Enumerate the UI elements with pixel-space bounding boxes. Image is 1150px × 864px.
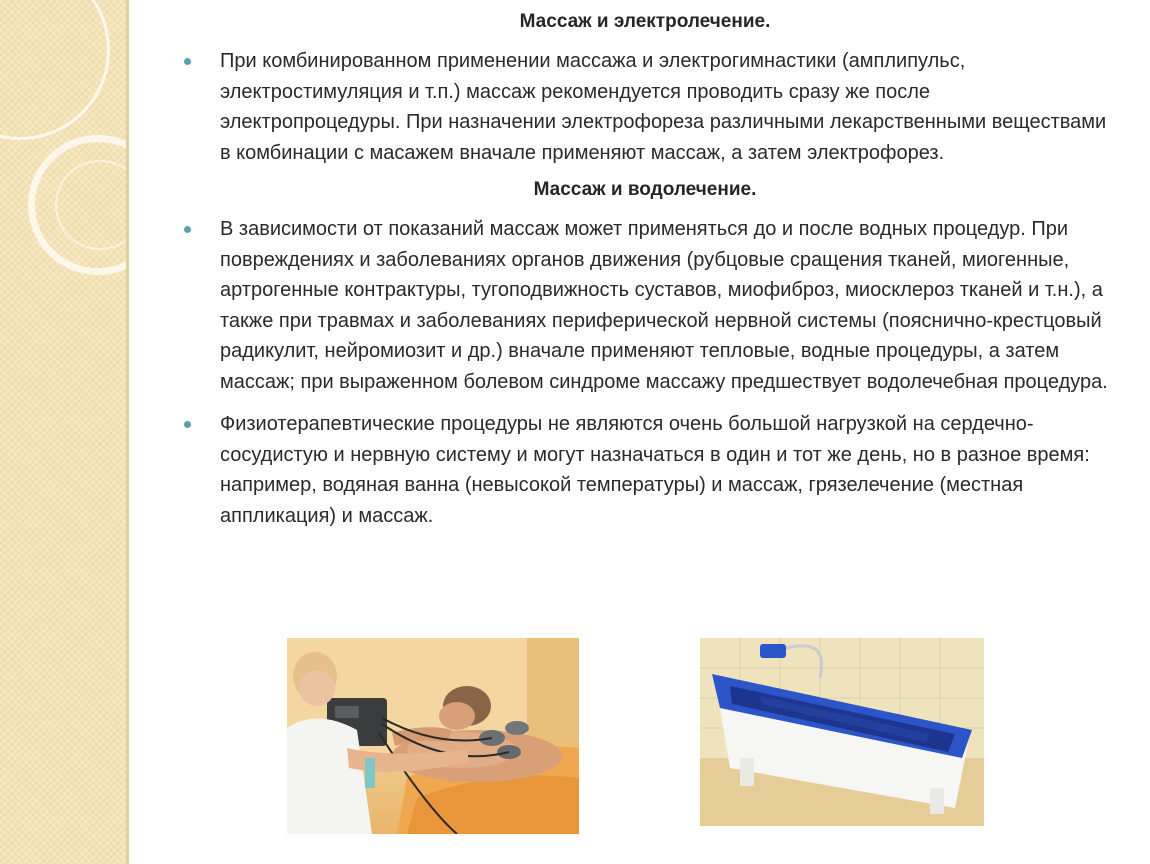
heading-massage-hydrotherapy: Массаж и водолечение. — [533, 179, 757, 200]
bullet-paragraph-3 — [180, 409, 1110, 531]
decorative-side-strip — [0, 0, 126, 864]
electrotherapy-massage-photo — [287, 638, 579, 834]
electrotherapy-illustration — [287, 638, 579, 834]
side-strip-edge — [126, 0, 129, 864]
paragraph-2-text: В зависимости от показаний массаж может применяться до и после водных процедур. При повреждениях и заболеваниях органов движения (рубцовые сращения тканей, миогенные, артрогенные контрактуры, тугоподвижность суставов, миофиброз, миосклероз тканей и т.н.), а также при травмах и заболеваниях периферической нервной системы (пояснично-крестцовый радикулит, нейромиозит и др.) вначале применяют тепловые, водные процедуры, а затем массаж; при выраженном болевом синдроме массажу предшествует водолечебная процедура. — [220, 218, 1108, 393]
paragraph-3-text: Физиотерапевтические процедуры не являются очень большой нагрузкой на сердечно-сосудистую и нервную систему и могут назначаться в один и тот же день, но в разное время: например, водяная ванна (невысокой температуры) и массаж, грязелечение (местная аппликация) и массаж. — [220, 413, 1090, 527]
bullet-dot-icon — [184, 226, 191, 233]
hydrotherapy-illustration — [700, 638, 984, 826]
heading-massage-electrotherapy: Массаж и электролечение. — [519, 11, 771, 32]
bullet-dot-icon — [184, 58, 191, 65]
hydrotherapy-bath-photo — [700, 638, 984, 826]
decorative-ring — [0, 0, 110, 140]
bullet-paragraph-2 — [180, 214, 1110, 397]
decorative-ring — [55, 160, 145, 250]
bullet-paragraph-1 — [180, 46, 1110, 168]
slide-content — [180, 8, 1110, 531]
paragraph-1-text: При комбинированном применении массажа и электрогимнастики (амплипульс, электростимуляция и т.п.) массаж рекомендуется проводить сразу же после электропроцедуры. При назначении электрофореза различными лекарственными веществами в комбинации с масажем вначале применяют массаж, а затем электрофорез. — [220, 50, 1107, 164]
bullet-dot-icon — [184, 421, 191, 428]
